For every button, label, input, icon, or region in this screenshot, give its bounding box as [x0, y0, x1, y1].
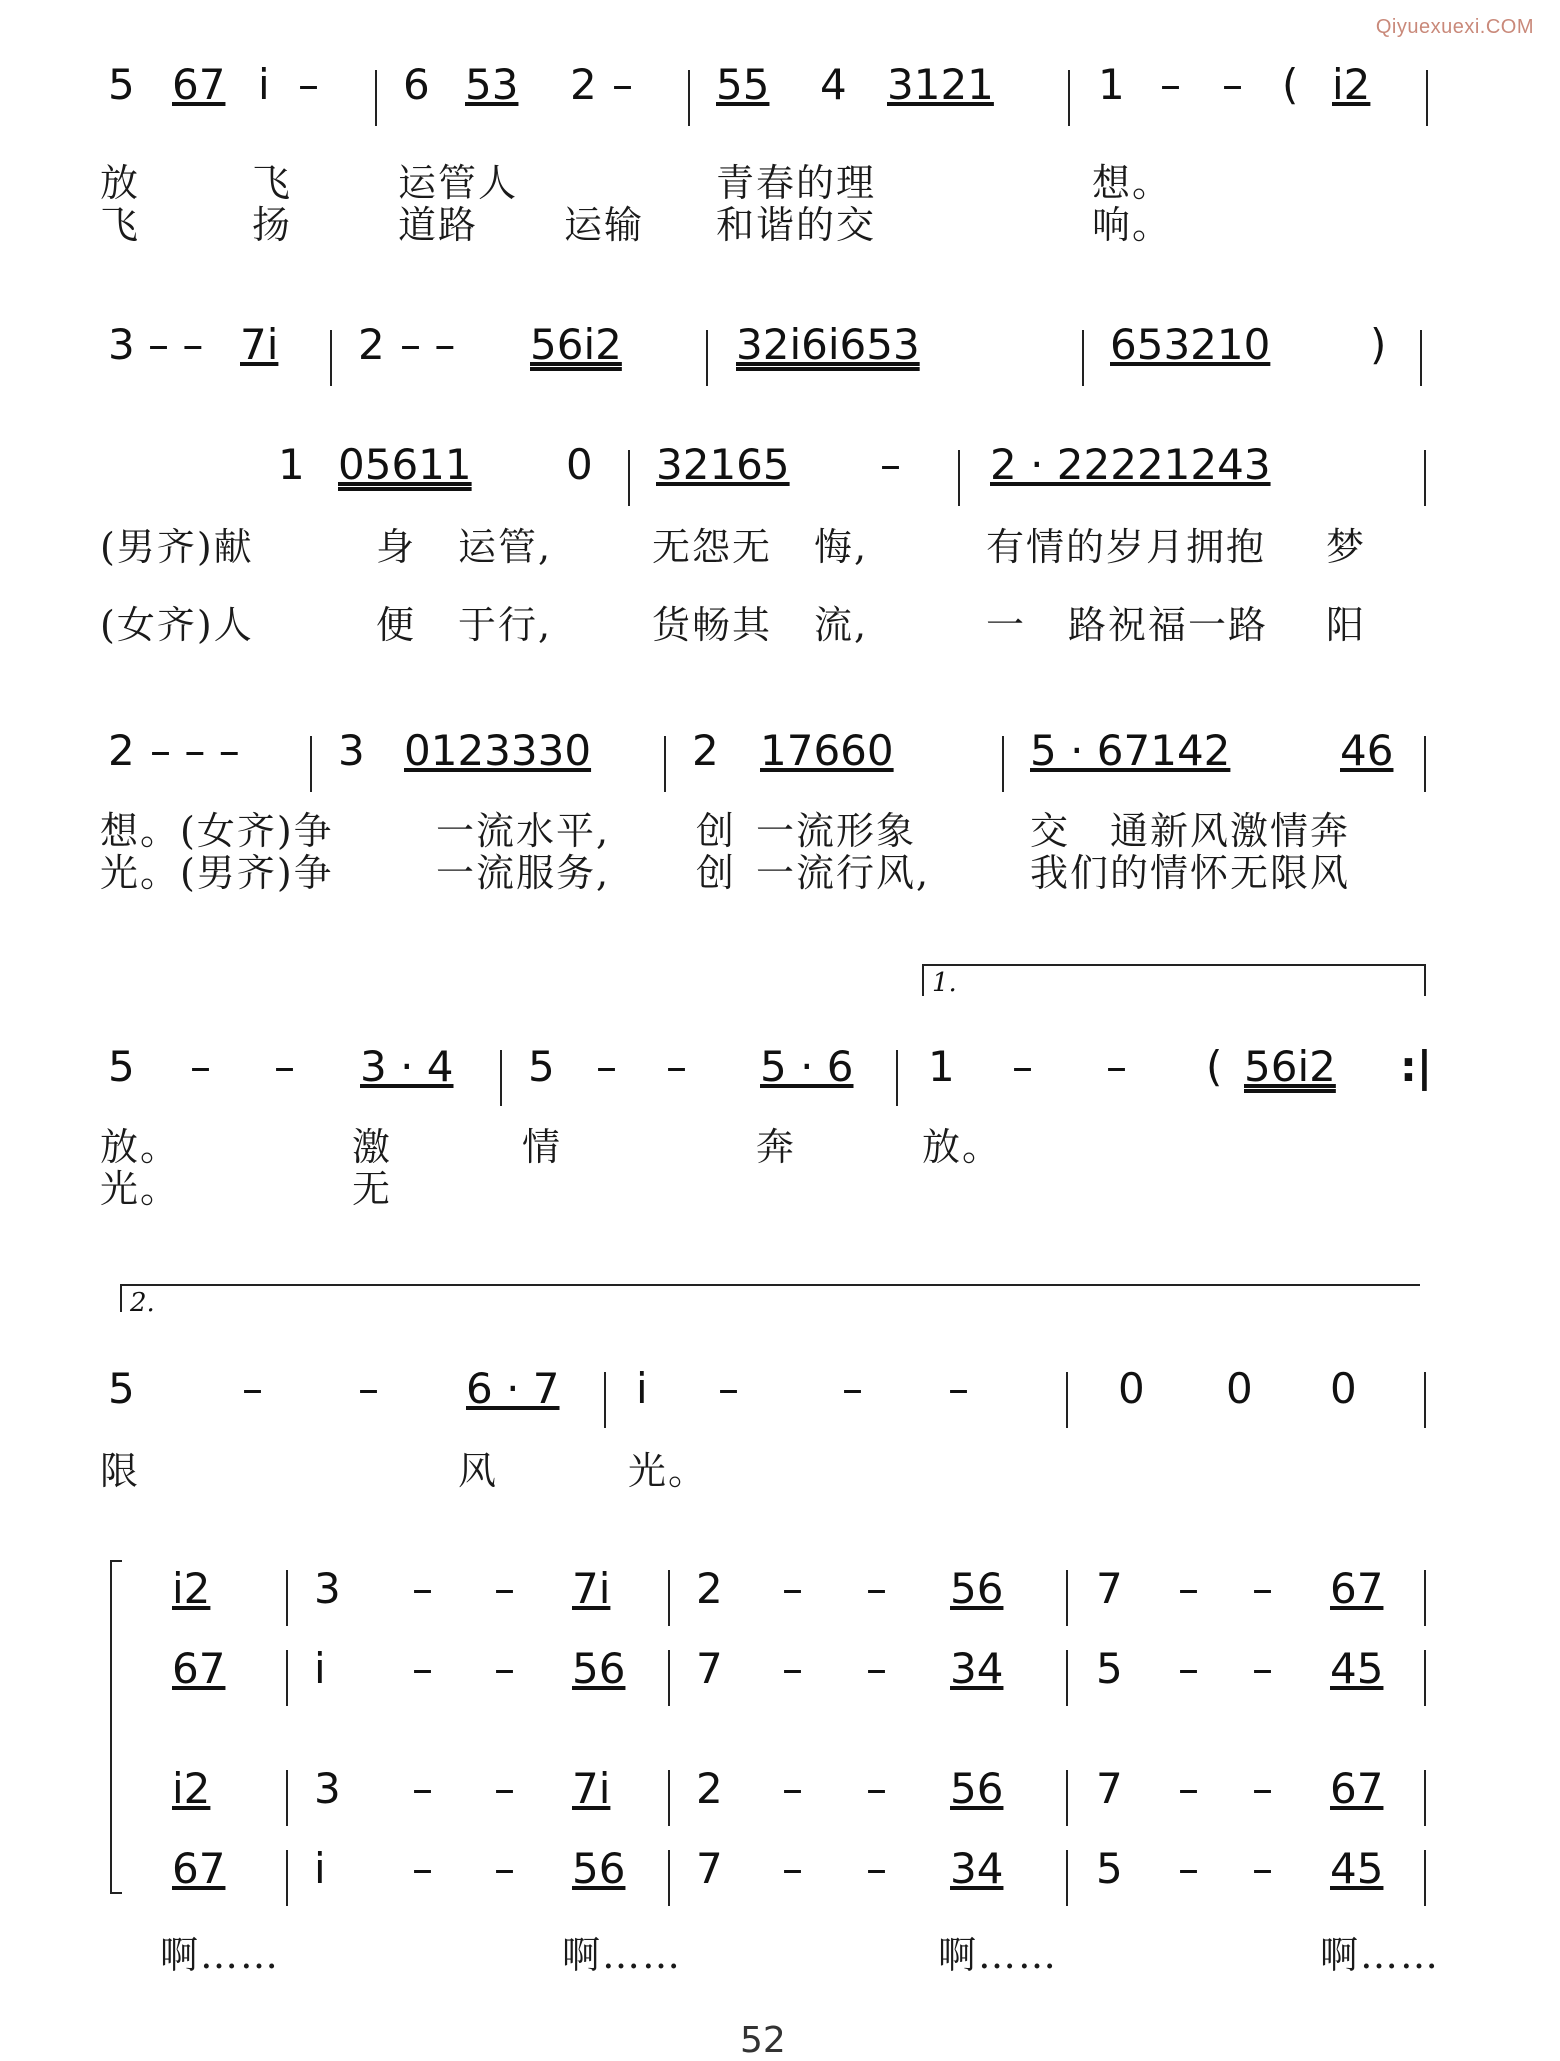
note-group: – [866, 1564, 887, 1613]
barline [286, 1850, 288, 1906]
barline [1426, 70, 1428, 126]
note-group: – – – [150, 726, 240, 775]
note-group: – [948, 1364, 969, 1413]
system-1-notes [0, 30, 1560, 120]
note-group: – [1012, 1042, 1033, 1091]
note-group: 56 [950, 1564, 1004, 1613]
note-group: 0 [1330, 1364, 1357, 1413]
note-group: i2 [172, 1764, 211, 1813]
barline [500, 1050, 502, 1106]
note-group: 0 [566, 440, 593, 489]
lyric: 情 [522, 1125, 563, 1169]
note-group: – [1252, 1644, 1273, 1693]
barline [958, 450, 960, 506]
note-group: 653210 [1110, 320, 1271, 369]
barline [896, 1050, 898, 1106]
note-group: 1 [1098, 60, 1125, 109]
system-4-lyric-2 [0, 842, 1560, 894]
lyric: 飞 [252, 161, 293, 205]
note-group: – [782, 1644, 803, 1693]
note-group: – [842, 1364, 863, 1413]
system-7-part-1 [0, 1548, 1560, 1638]
note-group: 67 [172, 1644, 226, 1693]
lyric: 道路 [398, 203, 479, 247]
lyric: 和谐的交 [716, 203, 877, 247]
barline [668, 1770, 670, 1826]
barline [286, 1650, 288, 1706]
lyric: 货畅其 [652, 603, 773, 647]
barline [375, 70, 377, 126]
lyric: (男齐)献 [100, 525, 254, 569]
lyric: 交 [1030, 809, 1071, 853]
barline [1066, 1770, 1068, 1826]
note-group: 0 [1118, 1364, 1145, 1413]
barline [1082, 330, 1084, 386]
note-group: – [494, 1644, 515, 1693]
note-group: – [1222, 60, 1243, 109]
lyric: 放。 [100, 1125, 181, 1169]
lyric: 响。 [1092, 203, 1173, 247]
volta-bracket-1 [922, 964, 1426, 996]
lyric: 一流服务, [436, 851, 611, 895]
lyric: 光。 [100, 1167, 181, 1211]
note-group: 45 [1330, 1844, 1384, 1893]
system-5-notes [0, 1028, 1560, 1118]
note-group: 7 [1096, 1564, 1123, 1613]
note-group: 2 [108, 726, 135, 775]
barline [286, 1570, 288, 1626]
lyric: 有情的岁月拥抱 [986, 525, 1267, 569]
note-group: 34 [950, 1644, 1004, 1693]
note-group: 67 [1330, 1764, 1384, 1813]
lyric: 运管, [458, 525, 553, 569]
note-group: – [298, 60, 319, 109]
lyric: 无 [352, 1167, 393, 1211]
barline [1420, 330, 1422, 386]
note-group: 7 [696, 1844, 723, 1893]
lyric: 悔, [814, 525, 869, 569]
volta-label: 2. [130, 1288, 155, 1318]
note-group: 6 [403, 60, 430, 109]
note-group: 5 · 67142 [1030, 726, 1231, 775]
note-group: – [1178, 1644, 1199, 1693]
lyric: 于行, [458, 603, 553, 647]
barline [664, 736, 666, 792]
note-group: 4 [820, 60, 847, 109]
barline [1066, 1570, 1068, 1626]
barline [1424, 1770, 1426, 1826]
note-group: 3121 [887, 60, 994, 109]
note-group: i2 [1332, 60, 1371, 109]
note-group: – [782, 1844, 803, 1893]
note-group: 53 [465, 60, 519, 109]
lyric: 限 [100, 1449, 141, 1493]
lyric: 风 [458, 1449, 499, 1493]
note-group: 5 [528, 1042, 555, 1091]
volta-bracket-2 [120, 1284, 1420, 1318]
system-3-notes [0, 420, 1560, 510]
barline [668, 1650, 670, 1706]
lyric: 激 [352, 1125, 393, 1169]
note-group: 67 [1330, 1564, 1384, 1613]
lyric: 啊…… [562, 1933, 683, 1977]
note-group: i [314, 1844, 326, 1893]
note-group: 7i [572, 1764, 611, 1813]
lyric: 运输 [564, 203, 645, 247]
lyric: 无怨无 [652, 525, 773, 569]
system-6-notes [0, 1354, 1560, 1444]
system-3-lyric-1 [0, 516, 1560, 568]
note-group: 3 · 4 [360, 1042, 454, 1091]
note-group: 32165 [656, 440, 790, 489]
system-7-part-2 [0, 1628, 1560, 1718]
note-group: – [412, 1564, 433, 1613]
barline [688, 70, 690, 126]
note-group: 45 [1330, 1644, 1384, 1693]
note-group: – [718, 1364, 739, 1413]
system-7-lyric [0, 1924, 1560, 1976]
lyric: 创 [696, 851, 737, 895]
lyric: 创 [696, 809, 737, 853]
note-group: 3 [338, 726, 365, 775]
note-group: – [412, 1764, 433, 1813]
note-group: ( [1206, 1042, 1223, 1091]
note-group: 3 [314, 1764, 341, 1813]
lyric: 飞 [100, 203, 141, 247]
lyric: 青春的理 [716, 161, 877, 205]
note-group: – [274, 1042, 295, 1091]
note-group: – [866, 1644, 887, 1693]
lyric: 光。(男齐)争 [100, 851, 334, 895]
barline [706, 330, 708, 386]
note-group: – – [400, 320, 456, 369]
note-group: 2 · 22221243 [990, 440, 1271, 489]
barline [628, 450, 630, 506]
note-group: – [494, 1564, 515, 1613]
barline [1066, 1850, 1068, 1906]
barline [330, 330, 332, 386]
note-group: – [412, 1844, 433, 1893]
note-group: ) [1370, 320, 1387, 369]
lyric: (女齐)人 [100, 603, 254, 647]
barline [1424, 450, 1426, 506]
note-group: 7i [240, 320, 279, 369]
note-group: 1 [278, 440, 305, 489]
note-group: 5 [108, 1364, 135, 1413]
lyric: 奔 [756, 1125, 797, 1169]
note-group: – [1252, 1764, 1273, 1813]
note-group: 7i [572, 1564, 611, 1613]
lyric: 梦 [1326, 525, 1367, 569]
note-group: – [782, 1764, 803, 1813]
barline [1424, 1650, 1426, 1706]
barline [310, 736, 312, 792]
note-group: 56 [572, 1844, 626, 1893]
note-group: i2 [172, 1564, 211, 1613]
lyric: 我们的情怀无限风 [1030, 851, 1351, 895]
note-group: – [190, 1042, 211, 1091]
note-group: 2 [696, 1564, 723, 1613]
lyric: 运管人 [398, 161, 519, 205]
lyric: 流, [814, 603, 869, 647]
note-group: – [666, 1042, 687, 1091]
note-group: – [494, 1844, 515, 1893]
note-group: – [494, 1764, 515, 1813]
barline [1424, 736, 1426, 792]
system-7-part-3 [0, 1748, 1560, 1838]
note-group: – [1178, 1764, 1199, 1813]
lyric: 便 [376, 603, 417, 647]
note-group: 7 [696, 1644, 723, 1693]
note-group: 5 [1096, 1844, 1123, 1893]
note-group: – [412, 1644, 433, 1693]
barline [1424, 1850, 1426, 1906]
note-group: – [866, 1844, 887, 1893]
lyric: 扬 [252, 203, 293, 247]
lyric: 阳 [1326, 603, 1367, 647]
note-group: 2 [696, 1764, 723, 1813]
barline [1068, 70, 1070, 126]
lyric: 放 [100, 161, 141, 205]
barline [668, 1850, 670, 1906]
note-group: 55 [716, 60, 770, 109]
note-group: 17660 [760, 726, 894, 775]
note-group: i [636, 1364, 648, 1413]
volta-label: 1. [932, 968, 957, 998]
system-4-notes [0, 706, 1560, 796]
system-3-lyric-2 [0, 594, 1560, 646]
lyric: 身 [376, 525, 417, 569]
note-group: 6 · 7 [466, 1364, 560, 1413]
barline [604, 1372, 606, 1428]
note-group: – [358, 1364, 379, 1413]
system-1-lyric-2 [0, 194, 1560, 246]
note-group: 67 [172, 60, 226, 109]
note-group: 7 [1096, 1764, 1123, 1813]
note-group: 5 · 6 [760, 1042, 854, 1091]
barline [1002, 736, 1004, 792]
lyric: 一流行风, [756, 851, 931, 895]
note-group: – [1178, 1844, 1199, 1893]
lyric: 想。(女齐)争 [100, 809, 334, 853]
lyric: 一 [986, 603, 1027, 647]
note-group: 32i6i653 [736, 320, 920, 369]
lyric: 啊…… [160, 1933, 281, 1977]
note-group: 3 [314, 1564, 341, 1613]
note-group: – [612, 60, 633, 109]
note-group: 1 [928, 1042, 955, 1091]
lyric: 放。 [922, 1125, 1003, 1169]
note-group: i [258, 60, 270, 109]
note-group: 5 [108, 60, 135, 109]
barline [1424, 1570, 1426, 1626]
note-group: 05611 [338, 440, 472, 489]
note-group: – [242, 1364, 263, 1413]
lyric: 想。 [1092, 161, 1173, 205]
note-group: – [1252, 1844, 1273, 1893]
note-group: 2 [570, 60, 597, 109]
site-watermark: Qiyuexuexi.COM [1375, 16, 1534, 38]
note-group: – – [148, 320, 204, 369]
note-group: – [1160, 60, 1181, 109]
barline [286, 1770, 288, 1826]
page-number: 52 [740, 2020, 786, 2061]
note-group: – [1178, 1564, 1199, 1613]
barline [1424, 1372, 1426, 1428]
lyric: 一流水平, [436, 809, 611, 853]
system-6-lyric-1 [0, 1440, 1560, 1492]
note-group: – [596, 1042, 617, 1091]
note-group: 34 [950, 1844, 1004, 1893]
repeat-sign: :| [1400, 1042, 1433, 1091]
note-group: i [314, 1644, 326, 1693]
lyric: 路祝福一路 [1068, 603, 1269, 647]
lyric: 啊…… [938, 1933, 1059, 1977]
note-group: 5 [1096, 1644, 1123, 1693]
system-7-part-4 [0, 1828, 1560, 1918]
note-group: – [880, 440, 901, 489]
note-group: 0123330 [404, 726, 592, 775]
note-group: – [866, 1764, 887, 1813]
note-group: 56 [950, 1764, 1004, 1813]
note-group: 5 [108, 1042, 135, 1091]
note-group: 0 [1226, 1364, 1253, 1413]
barline [1066, 1650, 1068, 1706]
note-group: – [1106, 1042, 1127, 1091]
note-group: 67 [172, 1844, 226, 1893]
note-group: 3 [108, 320, 135, 369]
note-group: 56i2 [1244, 1042, 1336, 1091]
lyric: 一流形象 [756, 809, 917, 853]
lyric: 通新风激情奔 [1110, 809, 1351, 853]
barline [668, 1570, 670, 1626]
barline [1066, 1372, 1068, 1428]
system-5-lyric-2 [0, 1158, 1560, 1210]
note-group: 56 [572, 1644, 626, 1693]
system-2-notes [0, 300, 1560, 390]
note-group: 2 [692, 726, 719, 775]
note-group: – [1252, 1564, 1273, 1613]
lyric: 光。 [628, 1449, 709, 1493]
note-group: 46 [1340, 726, 1394, 775]
lyric: 啊…… [1320, 1933, 1441, 1977]
note-group: – [782, 1564, 803, 1613]
note-group: 56i2 [530, 320, 622, 369]
note-group: 2 [358, 320, 385, 369]
note-group: ( [1282, 60, 1299, 109]
